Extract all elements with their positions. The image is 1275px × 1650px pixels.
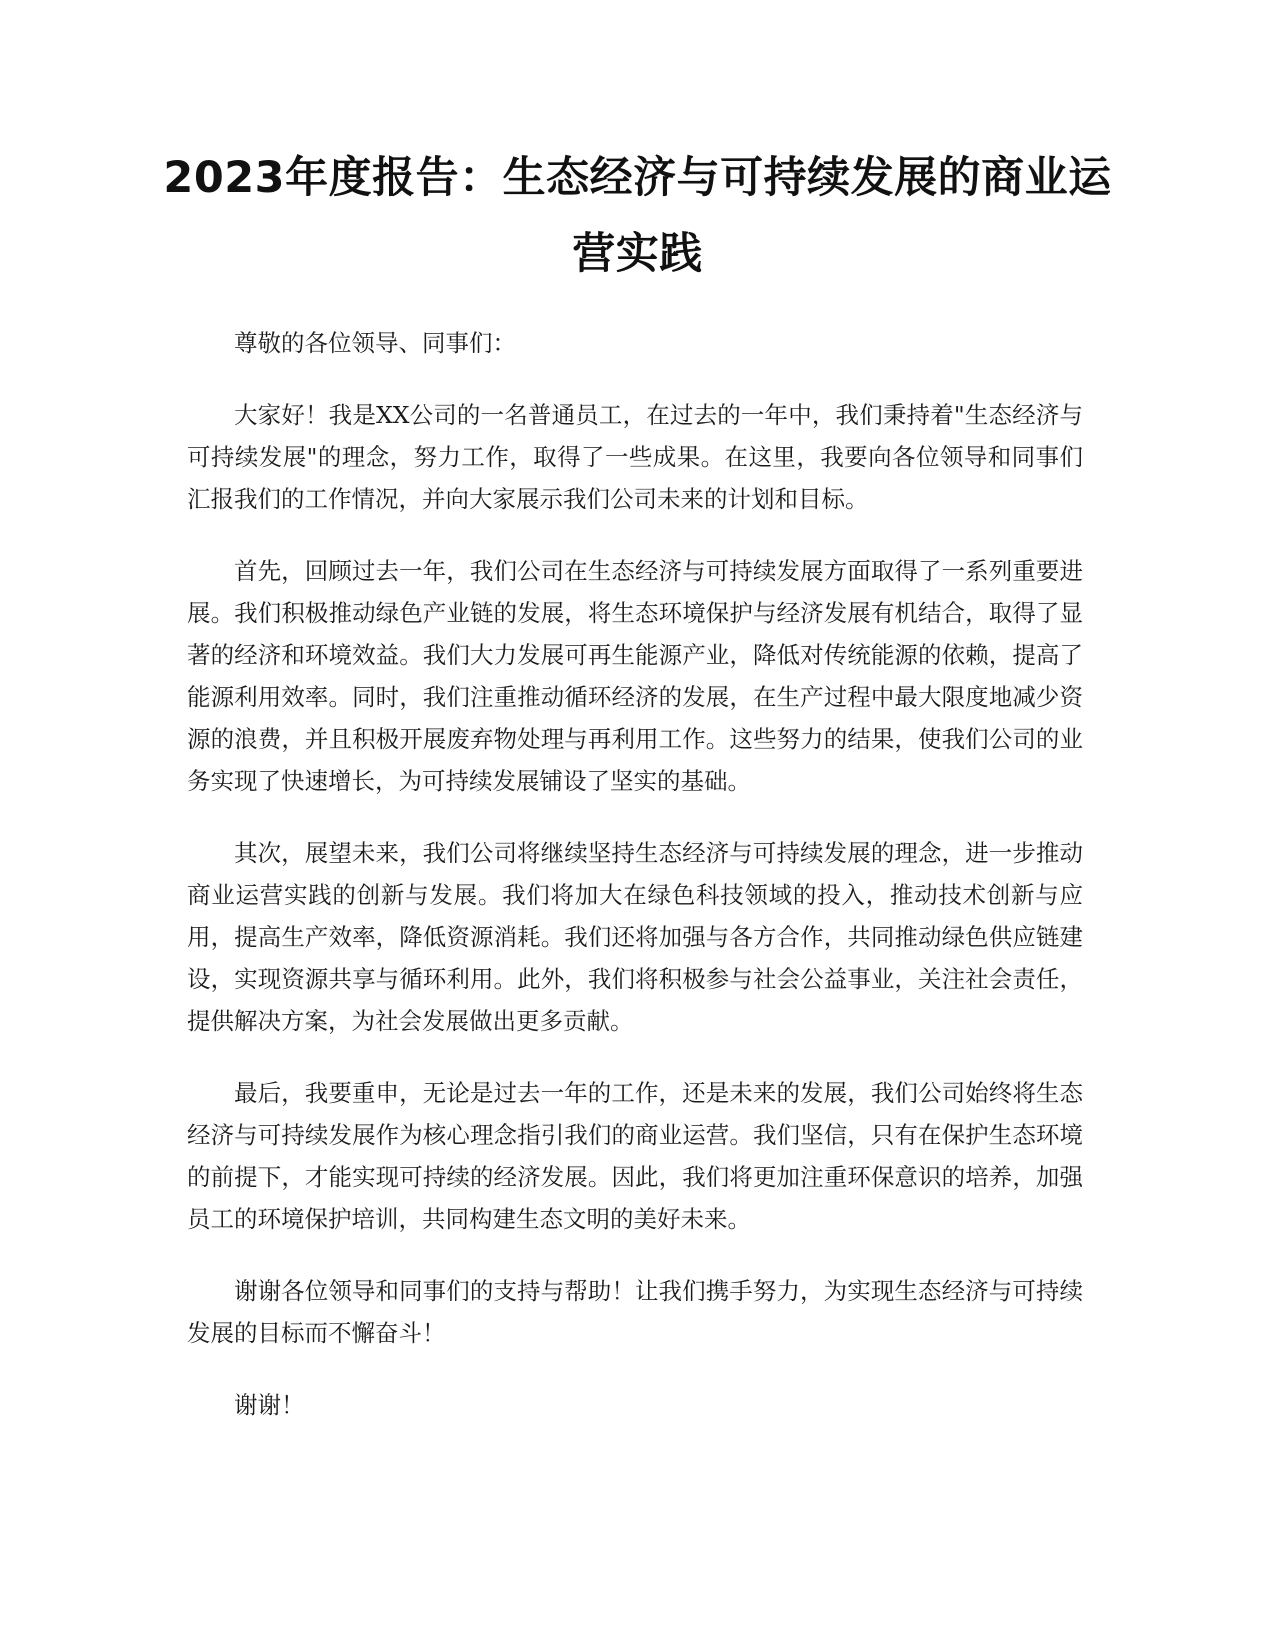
thanks-paragraph: 谢谢各位领导和同事们的支持与帮助！让我们携手努力，为实现生态经济与可持续发展的目标而不懈奋斗！ [187, 1277, 1083, 1347]
conclusion-paragraph: 最后，我要重申，无论是过去一年的工作，还是未来的发展，我们公司始终将生态经济与可持续发展作为核心理念指引我们的商业运营。我们坚信，只有在保护生态环境的前提下，才能实现可持续的经济发展。因此，我们将更加注重环保意识的培养，加强员工的环境保护培训，共同构建生态文明的美好未来。 [187, 1079, 1083, 1233]
outlook-paragraph: 其次，展望未来，我们公司将继续坚持生态经济与可持续发展的理念，进一步推动商业运营实践的创新与发展。我们将加大在绿色科技领域的投入，推动技术创新与应用，提高生产效率，降低资源消耗。我们还将加强与各方合作，共同推动绿色供应链建设，实现资源共享与循环利用。此外，我们将积极参与社会公益事业，关注社会责任，提供解决方案，为社会发展做出更多贡献。 [187, 839, 1083, 1035]
review-paragraph: 首先，回顾过去一年，我们公司在生态经济与可持续发展方面取得了一系列重要进展。我们积极推动绿色产业链的发展，将生态环境保护与经济发展有机结合，取得了显著的经济和环境效益。我们大力发展可再生能源产业，降低对传统能源的依赖，提高了能源利用效率。同时，我们注重推动循环经济的发展，在生产过程中最大限度地减少资源的浪费，并且积极开展废弃物处理与再利用工作。这些努力的结果，使我们公司的业务实现了快速增长，为可持续发展铺设了坚实的基础。 [187, 557, 1083, 795]
closing-paragraph: 谢谢！ [234, 1391, 305, 1419]
salutation-paragraph: 尊敬的各位领导、同事们： [234, 329, 516, 357]
document-title: 2023年度报告：生态经济与可持续发展的商业运营实践 [163, 153, 1112, 279]
document-body [187, 322, 1083, 1456]
intro-paragraph: 大家好！我是XX公司的一名普通员工，在过去的一年中，我们秉持着"生态经济与可持续发展"的理念，努力工作，取得了一些成果。在这里，我要向各位领导和同事们汇报我们的工作情况，并向大家展示我们公司未来的计划和目标。 [187, 401, 1083, 513]
